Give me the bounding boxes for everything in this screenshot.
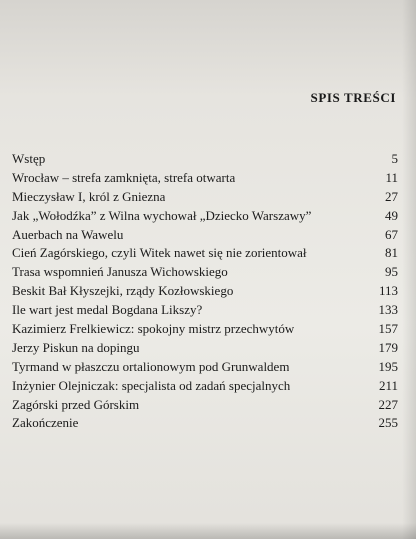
toc-entry-page: 113 <box>378 283 398 299</box>
toc-entry-page: 195 <box>378 358 398 374</box>
toc-entry <box>12 359 398 378</box>
toc-entry-title: Zagórski przed Górskim <box>12 396 140 412</box>
toc-entry <box>12 283 398 302</box>
toc-entry-page: 5 <box>391 151 398 166</box>
page-edge-shadow <box>402 0 416 539</box>
toc-entry <box>12 340 398 359</box>
toc-entry-page: 211 <box>378 377 398 393</box>
toc-heading: SPIS TREŚCI <box>310 90 396 105</box>
toc-entry-title: Ile wart jest medal Bogdana Likszy? <box>12 302 203 318</box>
toc-entry-page: 227 <box>378 396 398 412</box>
toc-entry-page: 27 <box>385 188 398 204</box>
toc-entry <box>12 151 398 170</box>
toc-entry <box>12 378 398 397</box>
table-of-contents <box>12 151 398 434</box>
toc-entry-title: Tyrmand w płaszczu ortalionowym pod Grunwaldem <box>12 358 290 374</box>
toc-entry-title: Wstęp <box>12 151 46 166</box>
toc-entry-page: 157 <box>378 321 398 337</box>
toc-entry <box>12 397 398 416</box>
toc-entry <box>12 170 398 189</box>
toc-entry-title: Zakończenie <box>12 415 79 431</box>
toc-entry-page: 255 <box>378 415 398 431</box>
toc-entry-page: 179 <box>378 339 398 355</box>
toc-entry <box>12 415 398 434</box>
toc-entry-page: 49 <box>385 207 398 223</box>
toc-entry-title: Jerzy Piskun na dopingu <box>12 339 140 355</box>
toc-entry-title: Trasa wspomnień Janusza Wichowskiego <box>12 264 228 280</box>
toc-entry-title: Jak „Wołodźka” z Wilna wychował „Dziecko Warszawy” <box>12 207 312 223</box>
toc-entry-title: Beskit Bał Kłyszejki, rządy Kozłowskiego <box>12 283 234 299</box>
toc-entry <box>12 264 398 283</box>
toc-entry-title: Auerbach na Wawelu <box>12 226 124 242</box>
toc-entry-title: Wrocław – strefa zamknięta, strefa otwarta <box>12 169 236 185</box>
toc-entry <box>12 227 398 246</box>
toc-entry-title: Mieczysław I, król z Gniezna <box>12 188 166 204</box>
toc-entry-page: 67 <box>385 226 398 242</box>
toc-entry <box>12 208 398 227</box>
toc-entry-title: Inżynier Olejniczak: specjalista od zadań specjalnych <box>12 377 291 393</box>
toc-entry-page: 133 <box>378 302 398 318</box>
toc-entry <box>12 321 398 340</box>
toc-entry <box>12 189 398 208</box>
toc-entry-page: 95 <box>385 264 398 280</box>
toc-entry-title: Cień Zagórskiego, czyli Witek nawet się nie zorientował <box>12 245 307 261</box>
toc-entry-title: Kazimierz Frelkiewicz: spokojny mistrz przechwytów <box>12 321 295 337</box>
page-bottom-shadow <box>0 523 416 539</box>
toc-entry-page: 81 <box>385 245 398 261</box>
toc-entry-page: 11 <box>385 169 398 185</box>
toc-entry <box>12 245 398 264</box>
toc-entry <box>12 302 398 321</box>
